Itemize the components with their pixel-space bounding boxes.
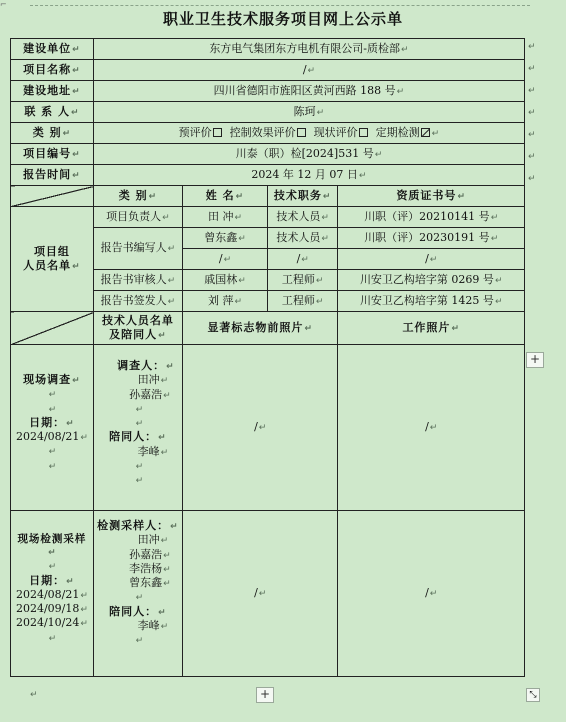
blank-line: ↵ [48, 390, 57, 401]
survey-sign-photo[interactable]: /↵ [183, 345, 338, 511]
value-address[interactable]: 四川省德阳市旌阳区黄河西路 188 号↵ [93, 81, 524, 102]
sampler-name[interactable]: 曾东鑫↵ [129, 576, 171, 589]
blank-line: ↵ [135, 593, 144, 604]
staff-title[interactable]: 技术人员↵ [267, 207, 337, 228]
sampling-date[interactable]: 2024/09/18↵ [15, 602, 88, 616]
row-end-mark: ↵ [528, 174, 536, 184]
option-control-eval[interactable]: 控制效果评价 [230, 126, 307, 139]
staff-name[interactable]: 曾东鑫↵ [183, 228, 268, 249]
row-end-mark: ↵ [528, 108, 536, 118]
photo-header-tech: 技术人员名单 及陪同人↵ [93, 312, 182, 345]
sampling-people [93, 511, 182, 677]
header-line [30, 5, 530, 6]
staff-cert[interactable]: 川职（评）20230191 号↵ [338, 228, 525, 249]
row-end-mark: ↵ [528, 64, 536, 74]
survey-date[interactable]: 2024/08/21↵ [15, 430, 88, 443]
staff-cert[interactable]: /↵ [338, 249, 525, 270]
sampling-row [11, 511, 525, 677]
staff-role: 报告书审核人↵ [93, 270, 182, 291]
staff-header-name: 姓 名↵ [183, 186, 268, 207]
row-contact [11, 102, 525, 123]
option-pre-eval[interactable]: 预评价 [179, 126, 223, 139]
blank-line: ↵ [135, 419, 144, 429]
label-contact: 联 系 人↵ [11, 102, 94, 123]
paragraph-mark: ↵ [30, 690, 38, 700]
row-address [11, 81, 525, 102]
value-contact[interactable]: 陈珂↵ [93, 102, 524, 123]
investigator-label: 调查人：↵ [117, 359, 175, 372]
row-project-no [11, 144, 525, 165]
staff-header-role: 类 别↵ [93, 186, 182, 207]
row-end-mark: ↵ [528, 152, 536, 162]
staff-title[interactable]: 工程师↵ [267, 270, 337, 291]
staff-row [11, 207, 525, 228]
blank-line: ↵ [135, 404, 144, 415]
label-category: 类 别↵ [11, 123, 94, 144]
companion-label: 陪同人：↵ [109, 604, 167, 618]
staff-role: 报告书签发人↵ [93, 291, 182, 312]
staff-title[interactable]: 技术人员↵ [267, 228, 337, 249]
blank-line: ↵ [135, 636, 144, 646]
sampling-date-label: 日期：↵ [29, 573, 75, 587]
photo-header-work: 工作照片↵ [338, 312, 525, 345]
row-end-mark: ↵ [528, 86, 536, 96]
survey-date-label: 日期：↵ [29, 415, 75, 429]
label-address: 建设地址↵ [11, 81, 94, 102]
staff-header-cert: 资质证书号↵ [338, 186, 525, 207]
blank-line: ↵ [48, 447, 57, 458]
photo-header-sign: 显著标志物前照片↵ [183, 312, 338, 345]
row-project-name [11, 60, 525, 81]
staff-name[interactable]: /↵ [183, 249, 268, 270]
blank-line: ↵ [135, 476, 144, 486]
survey-title: 现场调查↵ [23, 373, 81, 386]
corner-mark: ⌐ [0, 0, 7, 9]
row-end-mark: ↵ [528, 130, 536, 140]
checkbox-pre-eval[interactable] [213, 128, 222, 137]
sampler-name[interactable]: 李浩杨↵ [129, 561, 171, 575]
checkbox-periodic-test[interactable] [421, 128, 430, 137]
sampler-name[interactable]: 田冲↵ [137, 533, 169, 547]
sampling-title: 现场检测采样↵ [17, 533, 87, 559]
survey-info [11, 345, 94, 511]
sampling-info [11, 511, 94, 677]
staff-title[interactable]: 工程师↵ [267, 291, 337, 312]
staff-name[interactable]: 田 冲↵ [183, 207, 268, 228]
sampling-date[interactable]: 2024/08/21↵ [15, 587, 88, 601]
row-end-mark: ↵ [528, 42, 536, 52]
page-title: 职业卫生技术服务项目网上公示单 [162, 10, 403, 28]
row-report-time [11, 165, 525, 186]
label-project-no: 项目编号↵ [11, 144, 94, 165]
add-column-button[interactable]: + [526, 352, 544, 368]
investigator-name[interactable]: 孙嘉浩↵ [129, 387, 171, 401]
staff-diagonal-cell [11, 186, 94, 207]
row-category [11, 123, 525, 144]
blank-line: ↵ [48, 633, 57, 644]
survey-work-photo[interactable]: /↵ [338, 345, 525, 511]
photo-diagonal-cell [11, 312, 94, 345]
value-report-time[interactable]: 2024 年 12 月 07 日↵ [93, 165, 524, 186]
companion-name[interactable]: 李峰↵ [137, 444, 169, 458]
sampler-label: 检测采样人：↵ [97, 519, 179, 532]
staff-role: 项目负责人↵ [93, 207, 182, 228]
row-unit [11, 39, 525, 60]
staff-role: 报告书编写人↵ [93, 228, 182, 270]
staff-name[interactable]: 戚国林↵ [183, 270, 268, 291]
value-unit[interactable]: 东方电气集团东方电机有限公司-质检部↵ [93, 39, 524, 60]
photo-header-row [11, 312, 525, 345]
sampling-date[interactable]: 2024/10/24↵ [15, 616, 88, 630]
blank-line: ↵ [48, 461, 57, 472]
checkbox-status-eval[interactable] [359, 128, 368, 137]
value-project-no[interactable]: 川泰（职）检[2024]531 号↵ [93, 144, 524, 165]
staff-name[interactable]: 刘 萍↵ [183, 291, 268, 312]
value-project-name[interactable]: /↵ [93, 60, 524, 81]
survey-people [93, 345, 182, 511]
staff-header-title: 技术职务↵ [267, 186, 337, 207]
staff-header-row [11, 186, 525, 207]
add-row-button[interactable]: + [256, 687, 274, 703]
companion-label: 陪同人：↵ [109, 430, 167, 444]
option-periodic-test[interactable]: 定期检测 [376, 126, 431, 139]
label-project-name: 项目名称↵ [11, 60, 94, 81]
label-unit: 建设单位↵ [11, 39, 94, 60]
staff-cert[interactable]: 川安卫乙构培字第 1425 号↵ [338, 291, 525, 312]
staff-title[interactable]: /↵ [267, 249, 337, 270]
survey-row [11, 345, 525, 511]
value-category: 预评价 控制效果评价 现状评价 定期检测 ↵ [93, 123, 524, 144]
blank-line: ↵ [48, 562, 57, 573]
table-resize-handle[interactable]: ⤡ [526, 688, 540, 702]
investigator-name[interactable]: 田冲↵ [137, 373, 169, 387]
sampler-name[interactable]: 孙嘉浩↵ [129, 547, 171, 561]
sampling-work-photo[interactable]: /↵ [338, 511, 525, 677]
option-status-eval[interactable]: 现状评价 [314, 126, 369, 139]
label-report-time: 报告时间↵ [11, 165, 94, 186]
staff-cert[interactable]: 川安卫乙构培字第 0269 号↵ [338, 270, 525, 291]
blank-line: ↵ [135, 461, 144, 472]
companion-name[interactable]: 李峰↵ [137, 618, 169, 632]
blank-line: ↵ [48, 404, 57, 415]
notice-table [10, 38, 525, 677]
sampling-sign-photo[interactable]: /↵ [183, 511, 338, 677]
staff-cert[interactable]: 川职（评）20210141 号↵ [338, 207, 525, 228]
staff-group-label: 项目组 人员名单↵ [11, 207, 94, 312]
checkbox-control-eval[interactable] [297, 128, 306, 137]
